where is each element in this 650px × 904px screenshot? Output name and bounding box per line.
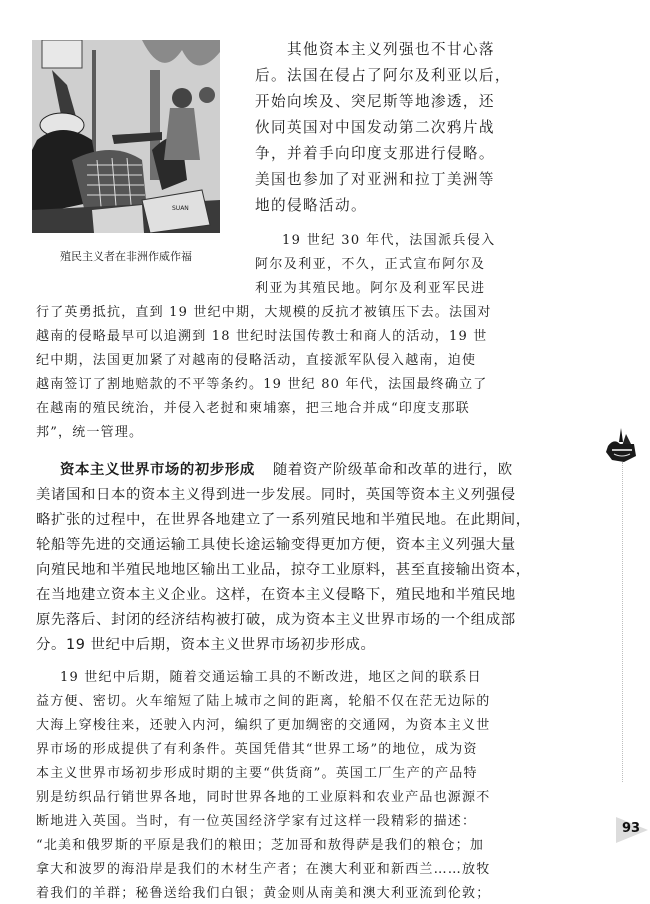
- text-line: 伙同英国对中国发动第二次鸦片战: [255, 119, 495, 136]
- text-line: 开始向埃及、突尼斯等地渗透，还: [255, 93, 495, 110]
- text-line: 行了英勇抵抗，直到 19 世纪中期，大规模的反抗才被镇压下去。法国对: [36, 305, 492, 320]
- text-line: 后。法国在侵占了阿尔及利亚以后，: [255, 67, 511, 84]
- text-line: 美诸国和日本的资本主义得到进一步发展。同时，英国等资本主义列强侵: [36, 487, 516, 503]
- text-line: 大海上穿梭往来，还驶入内河，编织了更加绸密的交通网，为资本主义世: [36, 718, 491, 733]
- text-line: 随着资产阶级革命和改革的进行，欧: [272, 462, 513, 478]
- text-line: 向殖民地和半殖民地地区输出工业品，掠夺工业原料，甚至直接输出资本，: [36, 562, 531, 578]
- margin-rule: [622, 462, 623, 782]
- text-line: 拿大和波罗的海沿岸是我们的木材生产者；在澳大利亚和新西兰……放牧: [36, 862, 491, 877]
- text-line: 越南签订了割地赔款的不平等条约。19 世纪 80 年代，法国最终确立了: [36, 377, 488, 392]
- text-line: 19 世纪 30 年代，法国派兵侵入: [282, 233, 496, 248]
- page-number: 93: [622, 821, 641, 836]
- section-heading: 资本主义世界市场的初步形成: [60, 462, 255, 478]
- text-line: 阿尔及利亚，不久，正式宣布阿尔及: [255, 257, 486, 272]
- text-line: 争，并着手向印度支那进行侵略。: [255, 145, 495, 162]
- text-line: 本主义世界市场初步形成时期的主要“供货商”。英国工厂生产的产品特: [36, 766, 478, 781]
- text-line: 其他资本主义列强也不甘心落: [287, 41, 495, 58]
- text-line: 地的侵略活动。: [255, 197, 367, 214]
- text-line: 在越南的殖民统治，并侵入老挝和柬埔寨，把三地合并成“印度支那联: [36, 401, 470, 416]
- text-line: 分。19 世纪中后期，资本主义世界市场初步形成。: [36, 637, 376, 653]
- tree-ornament-icon: [604, 428, 638, 468]
- text-line: 越南的侵略最早可以追溯到 18 世纪时法国传教士和商人的活动，19 世: [36, 329, 488, 344]
- figure-caption: 殖民主义者在非洲作威作福: [60, 250, 192, 263]
- illustration-drawing: [32, 40, 220, 233]
- text-line: “北美和俄罗斯的平原是我们的粮田；芝加哥和敖得萨是我们的粮仓；加: [36, 838, 485, 853]
- text-line: 美国也参加了对亚洲和拉丁美洲等: [255, 171, 495, 188]
- text-line: 邦”，统一管理。: [36, 425, 144, 440]
- text-line: 别是纺织品行销世界各地，同时世界各地的工业原料和农业产品也源源不: [36, 790, 491, 805]
- text-line: 略扩张的过程中，在世界各地建立了一系列殖民地和半殖民地。在此期间，: [36, 512, 531, 528]
- text-line: 着我们的羊群；秘鲁送给我们白银；黄金则从南美和澳大利亚流到伦敦；: [36, 886, 491, 901]
- text-line: 界市场的形成提供了有利条件。英国凭借其“世界工场”的地位，成为资: [36, 742, 478, 757]
- text-line: 断地进入英国。当时，有一位英国经济学家有过这样一段精彩的描述：: [36, 814, 477, 829]
- text-line: 19 世纪中后期，随着交通运输工具的不断改进，地区之间的联系日: [60, 670, 482, 685]
- text-line: 利亚为其殖民地。阿尔及利亚军民进: [255, 281, 486, 296]
- text-line: 益方便、密切。火车缩短了陆上城市之间的距离，轮船不仅在茫无边际的: [36, 694, 491, 709]
- section-line: [60, 460, 513, 480]
- text-line: 原先落后、封闭的经济结构被打破，成为资本主义世界市场的一个组成部: [36, 612, 516, 628]
- text-line: 在当地建立资本主义企业。这样，在资本主义侵略下，殖民地和半殖民地: [36, 587, 516, 603]
- text-line: 纪中期，法国更加紧了对越南的侵略活动，直接派军队侵入越南，迫使: [36, 353, 477, 368]
- colonialist-illustration: [32, 40, 220, 233]
- sign-text: SUAN: [172, 205, 189, 212]
- text-line: 轮船等先进的交通运输工具使长途运输变得更加方便，资本主义列强大量: [36, 537, 516, 553]
